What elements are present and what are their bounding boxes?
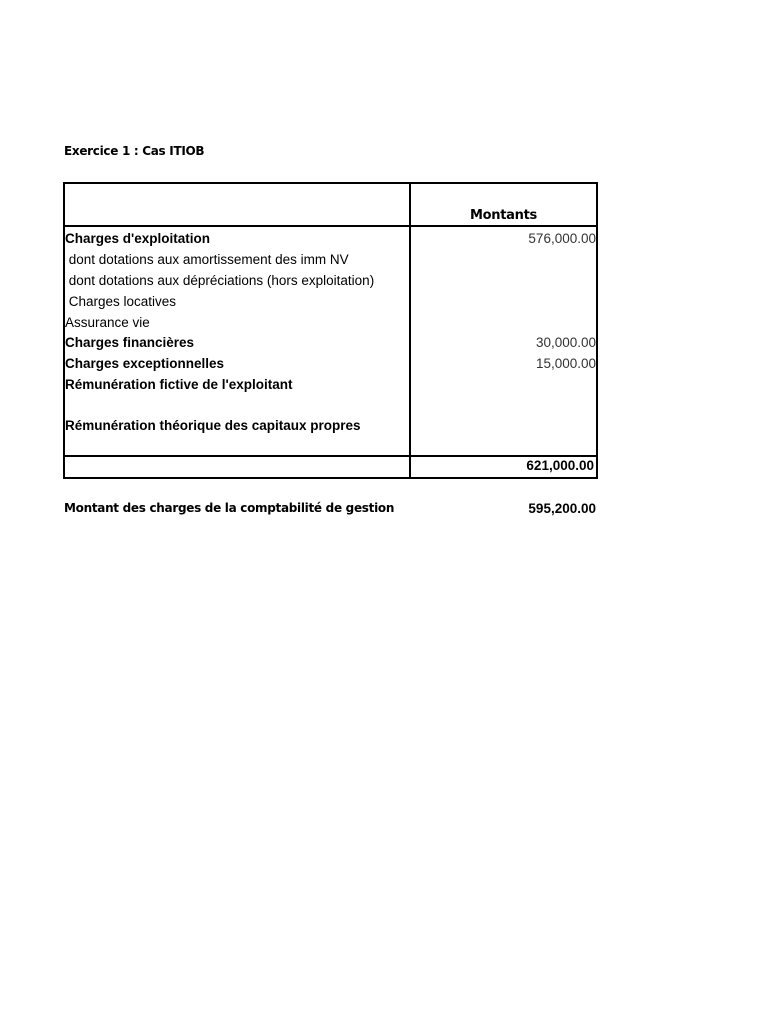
table-body (63, 227, 598, 457)
table-row (65, 229, 596, 249)
table-row (65, 292, 596, 312)
summary-value: 595,200.00 (528, 501, 596, 516)
row-label: dont dotations aux amortissement des imm NV (65, 252, 349, 267)
row-label: Rémunération fictive de l'exploitant (65, 377, 293, 392)
table-row (65, 250, 596, 270)
table-row (65, 354, 596, 374)
amounts-column-header: Montants (470, 208, 537, 223)
row-label: Charges financières (65, 335, 195, 350)
row-label: Charges locatives (65, 294, 177, 309)
row-label: Rémunération théorique des capitaux propres (65, 418, 361, 433)
row-label: dont dotations aux dépréciations (hors exploitation) (65, 273, 375, 288)
row-amount: 30,000.00 (535, 335, 596, 350)
row-label: Charges d'exploitation (65, 231, 210, 246)
row-label: Charges exceptionnelles (65, 356, 225, 371)
table-row (65, 271, 596, 291)
summary-label: Montant des charges de la comptabilité de gestion (64, 501, 395, 515)
table-row (65, 416, 596, 436)
table-row (65, 375, 596, 395)
table-header-row (63, 182, 598, 227)
table-total-row (63, 457, 598, 479)
row-label: Assurance vie (65, 315, 150, 330)
row-amount: 576,000.00 (528, 231, 596, 246)
table-row (65, 333, 596, 353)
document-title: Exercice 1 : Cas ITIOB (64, 144, 205, 158)
column-divider (409, 457, 411, 477)
charges-table (63, 182, 598, 479)
row-amount: 15,000.00 (535, 356, 596, 371)
table-row (65, 313, 596, 333)
total-amount: 621,000.00 (526, 458, 594, 473)
table-row (65, 395, 596, 415)
